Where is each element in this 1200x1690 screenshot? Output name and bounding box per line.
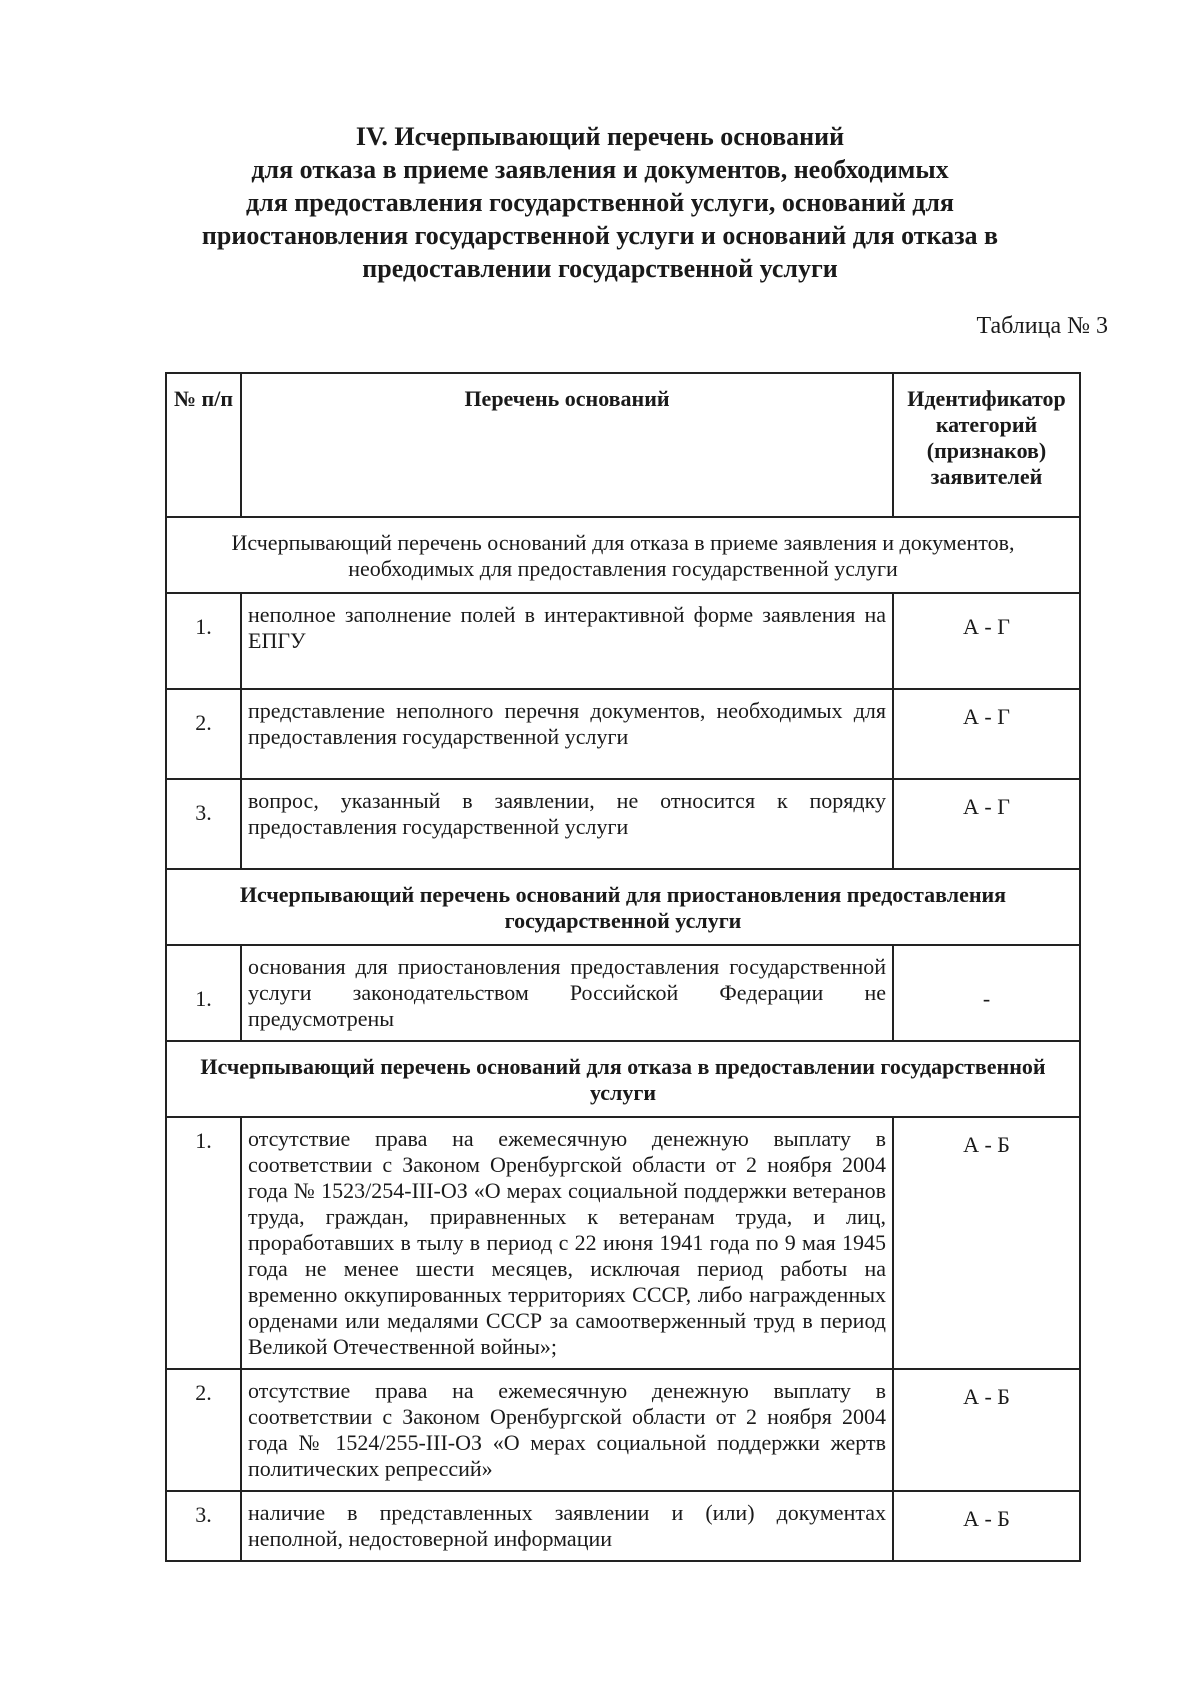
row-num: 1. [166, 1117, 241, 1369]
table-row [166, 945, 1080, 1041]
table-row [166, 593, 1080, 689]
table-row [166, 779, 1080, 869]
row-category: - [893, 945, 1080, 1041]
grounds-table [165, 372, 1081, 1562]
table-row [166, 1117, 1080, 1369]
table-header-row [166, 373, 1080, 517]
row-num: 3. [166, 1491, 241, 1561]
header-category: Идентификатор категорий (признаков) заявителей [893, 373, 1080, 517]
section-row [166, 869, 1080, 945]
row-text: представление неполного перечня документов, необходимых для предоставления государственной услуги [241, 689, 893, 779]
row-text: отсутствие права на ежемесячную денежную выплату в соответствии с Законом Оренбургской области от 2 ноября 2004 года № 1524/255-III-ОЗ «О мерах социальной поддержки жертв политических репрессий» [241, 1369, 893, 1491]
row-num: 2. [166, 1369, 241, 1491]
section-row [166, 1041, 1080, 1117]
row-category: А - Б [893, 1369, 1080, 1491]
table-row [166, 689, 1080, 779]
row-num: 3. [166, 779, 241, 869]
table-label: Таблица № 3 [976, 313, 1108, 339]
header-name: Перечень оснований [241, 373, 893, 517]
section-title: Исчерпывающий перечень оснований для приостановления предоставления государственной услуги [166, 869, 1080, 945]
row-text: основания для приостановления предоставления государственной услуги законодательством Российской Федерации не предусмотрены [241, 945, 893, 1041]
row-category: А - Г [893, 779, 1080, 869]
row-text: отсутствие права на ежемесячную денежную выплату в соответствии с Законом Оренбургской области от 2 ноября 2004 года № 1523/254-III-ОЗ «О мерах социальной поддержки ветеранов труда, граждан, приравненных к ветеранам труда, и лиц, проработавших в тылу в период с 22 июня 1941 года по 9 мая 1945 года не менее шести месяцев, исключая период работы на временно оккупированных территориях СССР, либо награжденных орденами или медалями СССР за самоотверженный труд в период Великой Отечественной войны»; [241, 1117, 893, 1369]
section-heading [130, 120, 1070, 285]
row-category: А - Б [893, 1117, 1080, 1369]
section-row [166, 517, 1080, 593]
row-text: неполное заполнение полей в интерактивной форме заявления на ЕПГУ [241, 593, 893, 689]
row-text: вопрос, указанный в заявлении, не относится к порядку предоставления государственной услуги [241, 779, 893, 869]
table-row [166, 1491, 1080, 1561]
row-category: А - Г [893, 593, 1080, 689]
heading-line: для отказа в приеме заявления и документов, необходимых [251, 155, 949, 184]
row-text: наличие в представленных заявлении и (или) документах неполной, недостоверной информации [241, 1491, 893, 1561]
heading-line: для предоставления государственной услуги, оснований для [245, 188, 955, 217]
row-category: А - Б [893, 1491, 1080, 1561]
row-category: А - Г [893, 689, 1080, 779]
heading-line: предоставлении государственной услуги [362, 254, 838, 283]
table-row [166, 1369, 1080, 1491]
row-num: 1. [166, 593, 241, 689]
section-title: Исчерпывающий перечень оснований для отказа в приеме заявления и документов, необходимых для предоставления государственной услуги [166, 517, 1080, 593]
heading-line: приостановления государственной услуги и оснований для отказа в [201, 221, 999, 250]
section-title: Исчерпывающий перечень оснований для отказа в предоставлении государственной услуги [166, 1041, 1080, 1117]
heading-line: IV. Исчерпывающий перечень оснований [355, 122, 845, 151]
header-num: № п/п [166, 373, 241, 517]
row-num: 1. [166, 945, 241, 1041]
row-num: 2. [166, 689, 241, 779]
